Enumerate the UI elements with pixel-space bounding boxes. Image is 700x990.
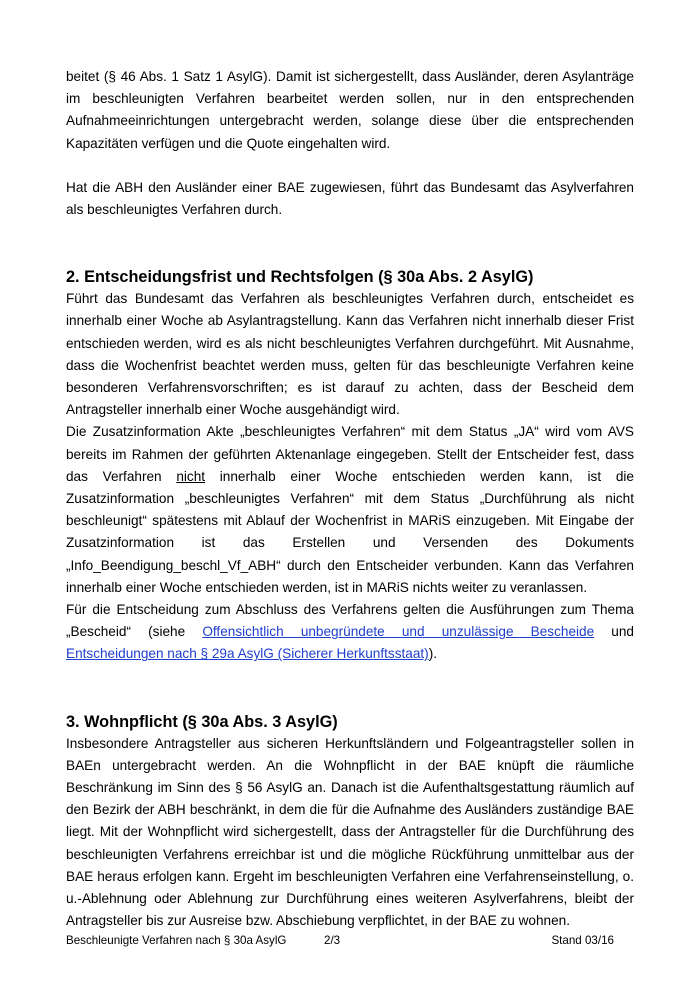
section-2-paragraph-2 (66, 421, 634, 599)
section-3-paragraph-1: Insbesondere Antragsteller aus sicheren Herkunftsländern und Folgeantragsteller sollen in BAEn untergebracht werden. An die Wohnpflicht in der BAE knüpft die räumliche Beschränkung im Sinn des § 56 AsylG an. Danach ist die Aufenthaltsgestattung räumlich auf den Bezirk der ABH beschränkt, in dem die für die Aufnahme des Ausländers zuständige BAE liegt. Mit der Wohnpflicht wird sichergestellt, dass der Antragsteller für die Durchführung des beschleunigten Verfahrens erreichbar ist und die mögliche Rückführung unmittelbar aus der BAE heraus erfolgen kann. Ergeht im beschleunigten Verfahren eine Verfahrenseinstellung, o. u.-Ablehnung oder Ablehnung zur Durchführung eines weiteren Asylverfahrens, bleibt der Antragsteller bis zur Ausreise bzw. Abschiebung verpflichtet, in der BAE zu wohnen. (66, 735, 634, 929)
link-entscheidungen-29a[interactable]: Entscheidungen nach § 29a AsylG (Sicherer Herkunftsstaat) (66, 646, 429, 662)
footer-title: Beschleunigte Verfahren nach § 30a AsylG (66, 934, 287, 947)
footer-version: Stand 03/16 (551, 934, 614, 947)
section-2-paragraph-2-text-b: innerhalb einer Woche entschieden werden kann, ist die Zusatzinformation „beschleunigtes Verfahren“ mit dem Status „Durchführung als nicht beschleunigt“ spätestens mit Ablauf der Wochenfrist in MARiS einzugeben. Mit Eingabe der Zusatzinformation ist das Erstellen und Versenden des Dokuments „Info_Beendigung_beschl_Vf_ABH“ durch den Entscheider verbunden. Kann das Verfahren innerhalb einer Woche entschieden werden, ist in MARiS nichts weiter zu veranlassen. (66, 468, 634, 595)
section-2-paragraph-3-and: und (594, 624, 634, 640)
document-page (66, 66, 634, 933)
section-3-heading: 3. Wohnpflicht (§ 30a Abs. 3 AsylG) (66, 712, 338, 731)
footer-page-number: 2/3 (324, 934, 341, 947)
intro-paragraph-2: Hat die ABH den Ausländer einer BAE zugewiesen, führt das Bundesamt das Asylverfahren als beschleunigtes Verfahren durch. (66, 179, 634, 218)
section-2-paragraph-3-text-a: Für die Entscheidung zum Abschluss des Verfahrens gelten die Ausführungen zum Thema „Bescheid“ (siehe (66, 602, 634, 640)
link-offensichtlich-unbegruendete-bescheide[interactable]: Offensichtlich unbegründete und unzulässige Bescheide (202, 624, 595, 640)
section-2-paragraph-2-text-a: Die Zusatzinformation Akte „beschleunigtes Verfahren“ mit dem Status „JA“ wird vom AVS bereits im Rahmen der geführten Aktenanlage eingegeben. Stellt der Entscheider fest, dass das Verfahren (66, 424, 634, 484)
emphasis-nicht: nicht (176, 468, 206, 484)
section-2-paragraph-3 (66, 599, 634, 666)
section-2-paragraph-3-end: ). (428, 646, 438, 662)
section-2-paragraph-1: Führt das Bundesamt das Verfahren als beschleunigtes Verfahren durch, entscheidet es innerhalb einer Woche ab Asylantragstellung. Kann das Verfahren nicht innerhalb dieser Frist entschieden werden, wird es als nicht beschleunigtes Verfahren durchgeführt. Mit Ausnahme, dass die Wochenfrist beachtet werden muss, gelten für das beschleunigte Verfahren keine besonderen Verfahrensvorschriften; es ist darauf zu achten, dass der Bescheid dem Antragsteller innerhalb einer Woche ausgehändigt wird. (66, 291, 634, 418)
section-2-heading: 2. Entscheidungsfrist und Rechtsfolgen (§ 30a Abs. 2 AsylG) (66, 268, 534, 287)
intro-paragraph-1: beitet (§ 46 Abs. 1 Satz 1 AsylG). Damit ist sichergestellt, dass Ausländer, deren Asylanträge im beschleunigten Verfahren bearbeitet werden sollen, nur in den entsprechenden Aufnahmeeinrichtungen untergebracht werden, solange diese über die entsprechenden Kapazitäten verfügen und die Quote eingehalten wird. (66, 69, 634, 151)
